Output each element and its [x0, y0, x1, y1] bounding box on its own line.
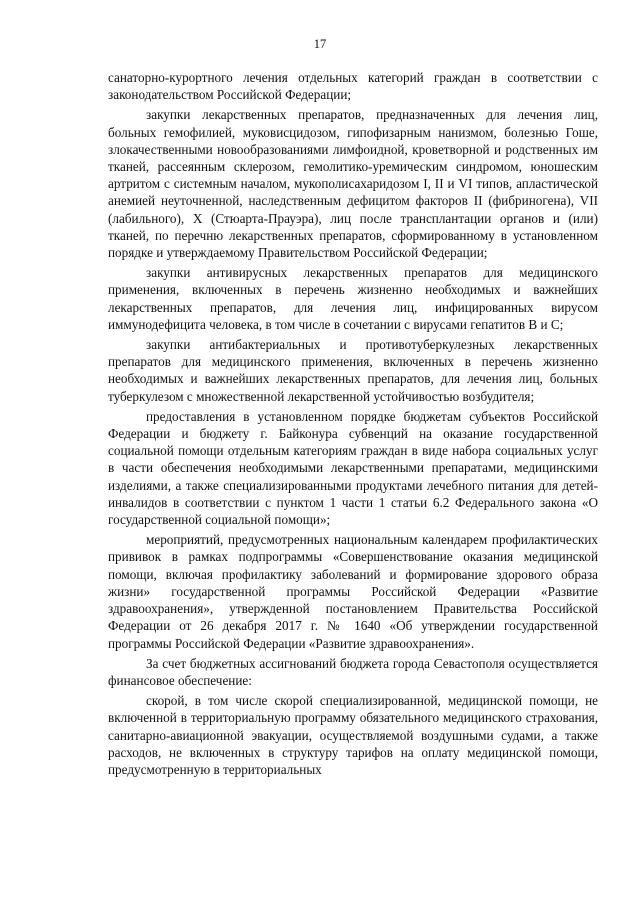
paragraph-antiviral-drugs: закупки антивирусных лекарственных препаратов для медицинского применения, включенных в перечень жизненно необходимых и важнейших лекарственных препаратов, для лечения лиц, инфицированных вирусом иммунодефицита человека, в том числе в сочетании с вирусами гепатитов В и С;: [108, 265, 598, 332]
paragraph-emergency-care: скорой, в том числе скорой специализированной, медицинской помощи, не включенной в территориальную программу обязательного медицинского страхования, санитарно-авиационной эвакуации, осуществляемой воздушными судами, а также расходов, не включенных в структуру тарифов на оплату медицинской помощи, предусмотренную в территориальных: [108, 693, 598, 777]
paragraph-rare-disease-drugs: закупки лекарственных препаратов, предназначенных для лечения лиц, больных гемофилией, муковисцидозом, гипофизарным нанизмом, болезнью Гоше, злокачественными новообразованиями лимфоидной, кроветворной и родственных им тканей, рассеянным склерозом, гемолитико-уремическим синдромом, юношеским артритом с системным началом, мукополисахаридозом I, II и VI типов, апластической анемией неуточненной, наследственным дефицитом факторов II (фибриногена), VII (лабильного), X (Стюарта-Прауэра), лиц после трансплантации органов и (или) тканей, по перечню лекарственных препаратов, сформированному в установленном порядке и утверждаемому Правительством Российской Федерации;: [108, 107, 598, 261]
paragraph-subventions: предоставления в установленном порядке бюджетам субъектов Российской Федерации и бюджету г. Байконура субвенций на оказание государственной социальной помощи отдельным категориям граждан в виде набора социальных услуг в части обеспечения необходимыми лекарственными препаратами, медицинскими изделиями, а также специализированными продуктами лечебного питания для детей-инвалидов в соответствии с пунктом 1 части 1 статьи 6.2 Федерального закона «О государственной социальной помощи»;: [108, 408, 598, 528]
paragraph-sanatorium-treatment: санаторно-курортного лечения отдельных категорий граждан в соответствии с законодательством Российской Федерации;: [108, 70, 598, 103]
page-number: 17: [313, 37, 327, 51]
paragraph-sevastopol-budget: За счет бюджетных ассигнований бюджета города Севастополя осуществляется финансовое обеспечение:: [108, 655, 598, 688]
document-body: [108, 69, 598, 781]
paragraph-antibacterial-drugs: закупки антибактериальных и противотуберкулезных лекарственных препаратов для медицинского применения, включенных в перечень жизненно необходимых и важнейших лекарственных препаратов, для лечения лиц, больных туберкулезом с множественной лекарственной устойчивостью возбудителя;: [108, 337, 598, 404]
paragraph-vaccination-calendar: мероприятий, предусмотренных национальным календарем профилактических прививок в рамках подпрограммы «Совершенствование оказания медицинской помощи, включая профилактику заболеваний и формирование здорового образа жизни» государственной программы Российской Федерации «Развитие здравоохранения», утвержденной постановлением Правительства Российской Федерации от 26 декабря 2017 г. № 1640 «Об утверждении государственной программы Российской Федерации «Развитие здравоохранения».: [108, 532, 598, 651]
